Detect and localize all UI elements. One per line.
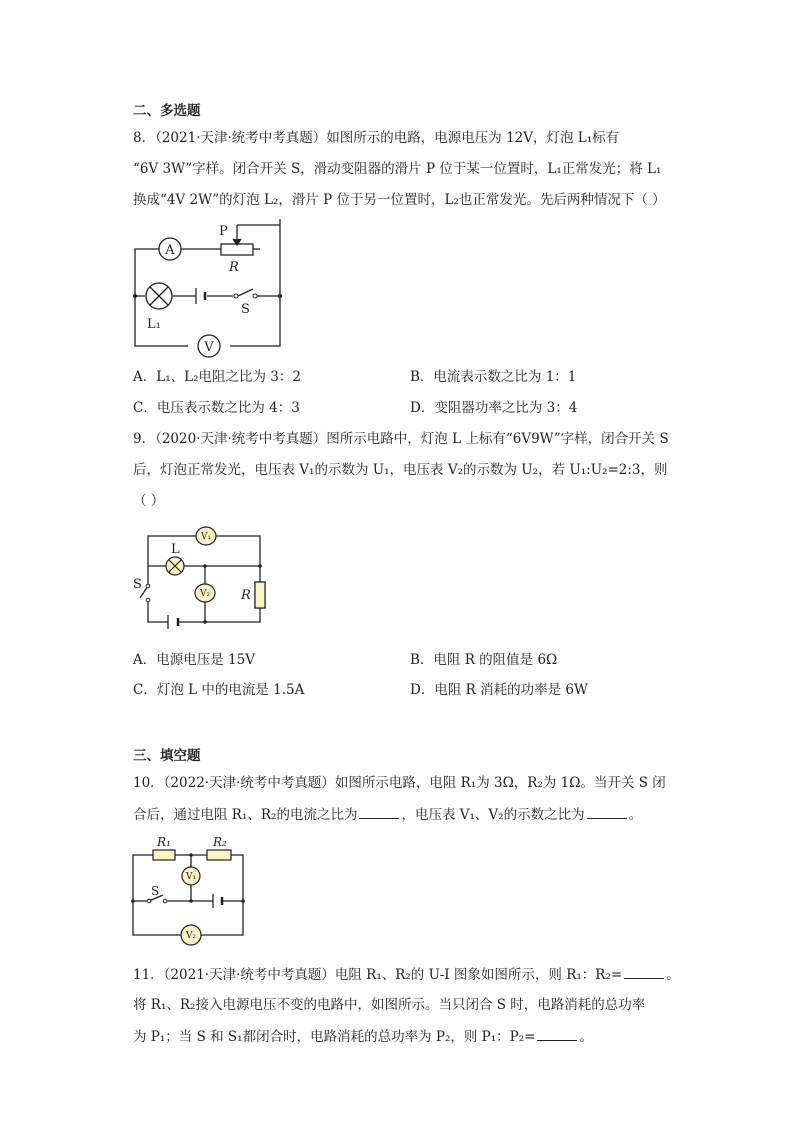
q10-text-part-a: 合后，通过电阻 R₁、R₂的电流之比为 [133, 807, 358, 823]
q11-text-line-1 [133, 964, 680, 985]
q8-slider-p-label: P [219, 224, 228, 239]
q8-text-line-1: 8．（2021·天津·统考中考真题）如图所示的电路，电源电压为 12V，灯泡 L₁标有 [133, 130, 620, 146]
q9-option-d[interactable]: D．电阻 R 消耗的功率是 6W [410, 682, 588, 698]
q11-answer-blank-1[interactable] [624, 964, 664, 979]
q8-voltmeter-label: V [204, 340, 214, 355]
q10-text-line-1: 10．（2022·天津·统考中考真题）如图所示电路，电阻 R₁为 3Ω，R₂为 1Ω。当开关 S 闭 [133, 775, 666, 791]
q9-option-b[interactable]: B．电阻 R 的阻值是 6Ω [410, 652, 558, 668]
q11-text-part-b: 。 [666, 967, 680, 983]
q8-option-c[interactable]: C．电压表示数之比为 4：3 [133, 400, 300, 416]
q9-resistor-r-label: R [241, 588, 251, 603]
q9-circuit-diagram [130, 520, 280, 635]
q10-text-part-c: 。 [628, 807, 643, 823]
q9-option-a[interactable]: A．电源电压是 15V [133, 652, 255, 668]
q10-circuit-diagram [125, 833, 255, 948]
q10-text-line-2 [133, 804, 642, 825]
q9-text-line-1: 9．（2020·天津·统考中考真题）图所示电路中，灯泡 L 上标有“6V9W”字样，闭合开关 S [133, 431, 669, 447]
q8-option-a[interactable]: A．L₁、L₂电阻之比为 3：2 [133, 369, 301, 385]
q10-switch-s-label: S [151, 884, 160, 898]
q11-text-line-2: 将 R₁、R₂接入电源电压不变的电路中，如图所示。当只闭合 S 时，电路消耗的总功率 [133, 997, 646, 1013]
q11-text-part-a: 11．（2021·天津·统考中考真题）电阻 R₁、R₂的 U-I 图象如图所示，则 R₁：R₂= [133, 967, 623, 983]
q8-option-b[interactable]: B．电流表示数之比为 1：1 [410, 369, 577, 385]
q9-voltmeter-v2-label: V₂ [199, 589, 211, 599]
q10-text-part-b: ，电压表 V₁、V₂的示数之比为 [401, 807, 585, 823]
q8-ammeter-label: A [165, 243, 175, 258]
q9-voltmeter-v1-label: V₁ [200, 532, 212, 542]
q11-answer-blank-2[interactable] [537, 1026, 577, 1041]
q10-answer-blank-2[interactable] [587, 804, 627, 819]
q9-lamp-l-label: L [171, 542, 180, 557]
q11-text-line-3 [133, 1026, 593, 1047]
q10-resistor-r2-label: R₂ [213, 835, 227, 849]
q9-text-line-3: （ ） [133, 493, 165, 509]
q9-option-c[interactable]: C．灯泡 L 中的电流是 1.5A [133, 682, 305, 698]
q8-circuit-diagram [125, 213, 295, 363]
q8-lamp-l1-label: L₁ [147, 317, 161, 332]
q8-option-d[interactable]: D．变阻器功率之比为 3：4 [410, 400, 578, 416]
q9-text-line-2: 后，灯泡正常发光，电压表 V₁的示数为 U₁，电压表 V₂的示数为 U₂，若 U₁:U₂=2:3，则 [133, 462, 668, 478]
q8-text-line-3: 换成“4V 2W”的灯泡 L₂，滑片 P 位于另一位置时，L₂也正常发光。先后两种情况下（ ） [133, 192, 666, 208]
q11-text-part-d: 。 [579, 1029, 593, 1045]
q10-voltmeter-v1-label: V₁ [185, 872, 197, 882]
section-heading-fill-in: 三、填空题 [133, 748, 201, 764]
section-heading-multiple-choice: 二、多选题 [133, 103, 201, 119]
q8-switch-s-label: S [241, 302, 250, 317]
q10-voltmeter-v2-label: V₂ [185, 931, 197, 941]
q9-switch-s-label: S [133, 577, 142, 592]
q8-rheostat-r-label: R [229, 260, 239, 275]
q8-text-line-2: “6V 3W”字样。闭合开关 S，滑动变阻器的滑片 P 位于某一位置时，L₁正常发光；将 L₁ [133, 161, 662, 177]
q10-resistor-r1-label: R₁ [157, 835, 171, 849]
q11-text-part-c: 为 P₁；当 S 和 S₁都闭合时，电路消耗的总功率为 P₂，则 P₁：P₂= [133, 1029, 536, 1045]
q10-answer-blank-1[interactable] [359, 804, 399, 819]
